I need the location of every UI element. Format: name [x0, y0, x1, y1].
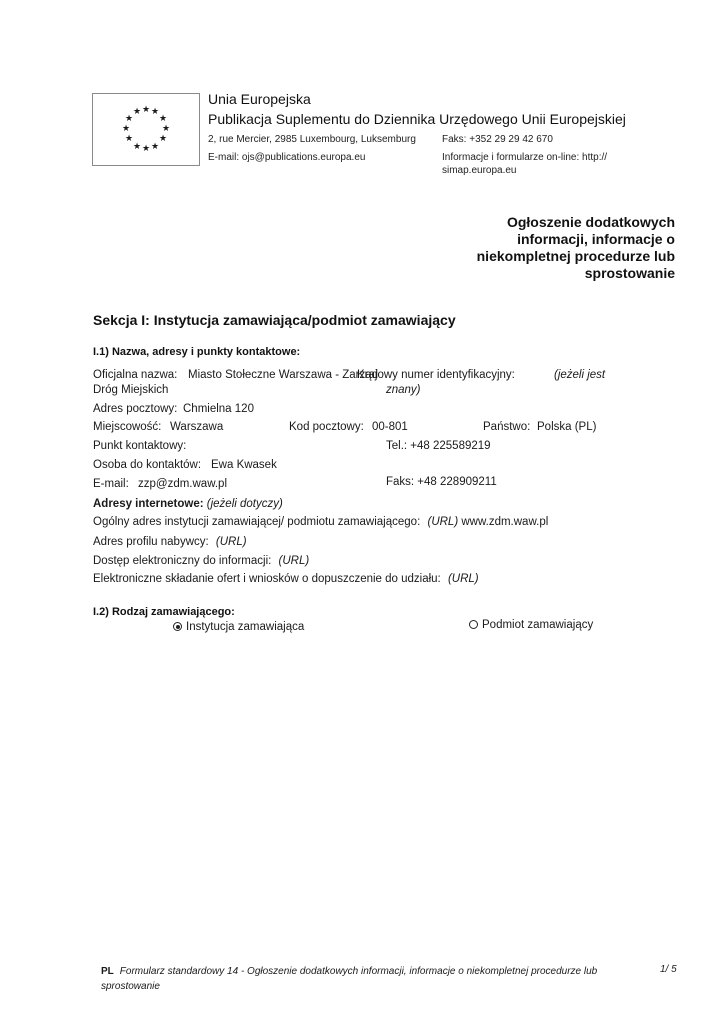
email-value: zzp@zdm.waw.pl [138, 478, 228, 490]
header-org: Unia Europejska [208, 91, 311, 107]
postal-address-label: Adres pocztowy: [93, 403, 178, 415]
header-fax: Faks: +352 29 29 42 670 [442, 134, 553, 145]
radio-contracting-authority[interactable] [173, 621, 304, 633]
header-address: 2, rue Mercier, 2985 Luxembourg, Luksemburg [208, 134, 416, 145]
radio-contracting-authority-label: Instytucja zamawiająca [186, 621, 305, 633]
page-number: 1/ 5 [660, 964, 677, 975]
country-value: Polska (PL) [537, 421, 597, 433]
postal-address-value: Chmielna 120 [183, 403, 254, 415]
svg-text:★: ★ [161, 124, 171, 134]
header-online-line1: Informacje i formularze on-line: http:// [442, 152, 608, 163]
notice-title-line: Ogłoszenie dodatkowych [506, 214, 675, 230]
svg-text:★: ★ [141, 105, 151, 115]
national-id-label: Krajowy numer identyfikacyjny: [357, 369, 515, 381]
notice-title [455, 214, 675, 282]
national-id-note: (jeżeli jest [554, 369, 606, 381]
email-label: E-mail: [93, 478, 129, 490]
buyer-profile-url-tag: (URL) [215, 536, 247, 548]
postcode-label: Kod pocztowy: [289, 421, 364, 433]
notice-title-line: niekompletnej procedurze lub [476, 248, 675, 264]
official-name-value-cont: Dróg Miejskich [93, 384, 169, 396]
svg-text:★: ★ [150, 107, 160, 117]
notice-title-line: informacji, informacje o [517, 231, 675, 247]
header-online-line2: simap.europa.eu [442, 165, 517, 176]
radio-selected-icon [173, 622, 182, 631]
electronic-access-label: Dostęp elektroniczny do informacji: [93, 555, 272, 567]
svg-text:★: ★ [158, 134, 168, 144]
radio-contracting-entity-label: Podmiot zamawiający [482, 619, 594, 631]
general-address-link[interactable]: www.zdm.waw.pl [461, 516, 549, 528]
internet-addresses-label: Adresy internetowe: [93, 498, 204, 510]
footer-lang: PL [101, 966, 114, 977]
contact-point-label: Punkt kontaktowy: [93, 440, 187, 452]
national-id-note-cont: znany) [386, 384, 421, 396]
town-value: Warszawa [170, 421, 224, 433]
section-heading: Sekcja I: Instytucja zamawiająca/podmiot zamawiający [93, 312, 456, 328]
subsection-heading-i1: I.1) Nazwa, adresy i punkty kontaktowe: [93, 346, 301, 358]
svg-text:★: ★ [124, 134, 134, 144]
svg-text:★: ★ [132, 142, 142, 152]
internet-addresses-note: (jeżeli dotyczy) [206, 498, 283, 510]
subsection-heading-i2: I.2) Rodzaj zamawiającego: [93, 606, 235, 618]
contact-person-value: Ewa Kwasek [211, 459, 277, 471]
official-name-label: Oficjalna nazwa: [93, 369, 178, 381]
svg-text:★: ★ [132, 107, 142, 117]
svg-text:★: ★ [124, 114, 134, 124]
eu-stars-icon [93, 94, 199, 165]
official-name-value: Miasto Stołeczne Warszawa - Zarząd [188, 369, 379, 381]
general-address-label: Ogólny adres instytucji zamawiającej/ podmiotu zamawiającego: [93, 516, 421, 528]
country-label: Państwo: [483, 421, 531, 433]
electronic-access-url-tag: (URL) [278, 555, 310, 567]
footer-text-cont: sprostowanie [101, 981, 160, 992]
town-label: Miejscowość: [93, 421, 162, 433]
svg-text:★: ★ [141, 144, 151, 154]
footer-text: Formularz standardowy 14 - Ogłoszenie dodatkowych informacji, informacje o niekompletnej procedurze lub [119, 966, 598, 977]
radio-contracting-entity[interactable] [469, 619, 593, 631]
postcode-value: 00-801 [372, 421, 408, 433]
telephone: Tel.: +48 225589219 [386, 440, 491, 452]
svg-text:★: ★ [121, 124, 131, 134]
electronic-submission-label: Elektroniczne składanie ofert i wniosków o dopuszczenie do udziału: [93, 573, 441, 585]
electronic-submission-url-tag: (URL) [447, 573, 479, 585]
buyer-profile-label: Adres profilu nabywcy: [93, 536, 209, 548]
eu-flag-logo [92, 93, 200, 166]
general-address-url-tag: (URL) [427, 516, 459, 528]
svg-text:★: ★ [158, 114, 168, 124]
header-publication: Publikacja Suplementu do Dziennika Urzędowego Unii Europejskiej [208, 111, 626, 127]
notice-title-line: sprostowanie [584, 265, 675, 281]
contact-person-label: Osoba do kontaktów: [93, 459, 202, 471]
svg-text:★: ★ [150, 142, 160, 152]
radio-unselected-icon [469, 620, 478, 629]
fax: Faks: +48 228909211 [386, 476, 497, 488]
header-email: E-mail: ojs@publications.europa.eu [208, 152, 366, 163]
